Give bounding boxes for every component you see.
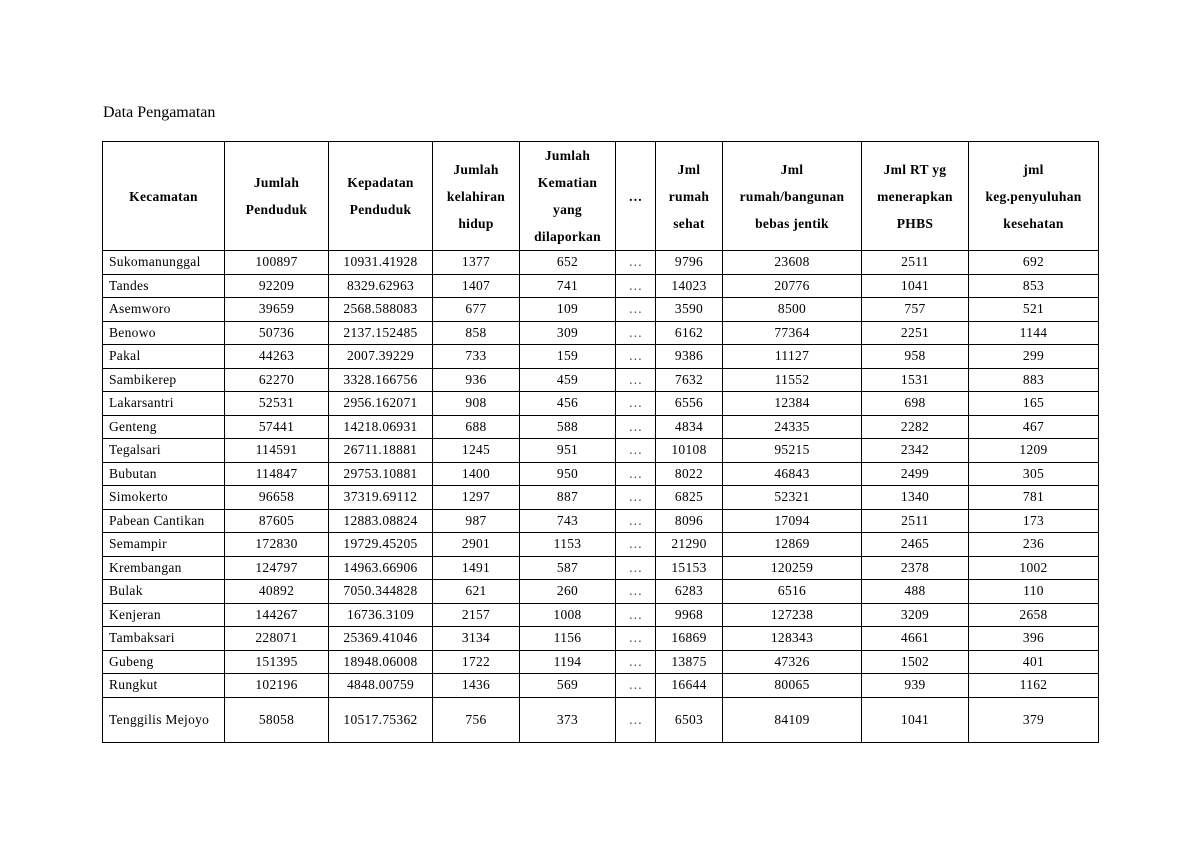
kecamatan-cell: Genteng	[103, 415, 225, 439]
kecamatan-cell: Simokerto	[103, 486, 225, 510]
ellipsis-cell: …	[616, 392, 656, 416]
kecamatan-cell: Bubutan	[103, 462, 225, 486]
value-cell: 10931.41928	[329, 251, 433, 275]
value-cell: 58058	[225, 697, 329, 742]
ellipsis-cell: …	[616, 533, 656, 557]
value-cell: 25369.41046	[329, 627, 433, 651]
ellipsis-cell: …	[616, 368, 656, 392]
kecamatan-cell: Pabean Cantikan	[103, 509, 225, 533]
table-row	[103, 674, 1099, 698]
value-cell: 2901	[433, 533, 520, 557]
column-header-line: rumah/bangunan	[739, 188, 845, 204]
value-cell: 1400	[433, 462, 520, 486]
value-cell: 57441	[225, 415, 329, 439]
value-cell: 373	[520, 697, 616, 742]
column-header-jml-rt-phbs	[862, 142, 969, 251]
column-header-line: rumah	[668, 188, 710, 204]
column-header-jml-rumah-sehat	[656, 142, 723, 251]
value-cell: 8500	[723, 298, 862, 322]
value-cell: 52531	[225, 392, 329, 416]
column-header-jumlah-penduduk	[225, 142, 329, 251]
table-row	[103, 580, 1099, 604]
value-cell: 4834	[656, 415, 723, 439]
value-cell: 757	[862, 298, 969, 322]
value-cell: 144267	[225, 603, 329, 627]
value-cell: 401	[969, 650, 1099, 674]
ellipsis-cell: …	[616, 321, 656, 345]
value-cell: 1340	[862, 486, 969, 510]
value-cell: 3209	[862, 603, 969, 627]
kecamatan-cell: Tegalsari	[103, 439, 225, 463]
value-cell: 908	[433, 392, 520, 416]
value-cell: 936	[433, 368, 520, 392]
value-cell: 12384	[723, 392, 862, 416]
value-cell: 102196	[225, 674, 329, 698]
value-cell: 756	[433, 697, 520, 742]
column-header-line: PHBS	[896, 215, 934, 231]
value-cell: 1377	[433, 251, 520, 275]
value-cell: 17094	[723, 509, 862, 533]
column-header-line: …	[628, 188, 643, 204]
column-header-jml-keg-penyuluhan	[969, 142, 1099, 251]
value-cell: 2251	[862, 321, 969, 345]
kecamatan-cell: Pakal	[103, 345, 225, 369]
column-header-line: Kematian	[537, 175, 598, 190]
value-cell: 14023	[656, 274, 723, 298]
kecamatan-cell: Lakarsantri	[103, 392, 225, 416]
table-row	[103, 486, 1099, 510]
value-cell: 621	[433, 580, 520, 604]
column-header-kepadatan-penduduk	[329, 142, 433, 251]
column-header-line: Jml	[677, 161, 701, 177]
value-cell: 2137.152485	[329, 321, 433, 345]
value-cell: 587	[520, 556, 616, 580]
value-cell: 6825	[656, 486, 723, 510]
ellipsis-cell: …	[616, 439, 656, 463]
column-header-line: Jumlah	[453, 161, 499, 177]
value-cell: 11127	[723, 345, 862, 369]
value-cell: 2956.162071	[329, 392, 433, 416]
value-cell: 652	[520, 251, 616, 275]
value-cell: 127238	[723, 603, 862, 627]
column-header-line: hidup	[458, 215, 494, 231]
value-cell: 236	[969, 533, 1099, 557]
kecamatan-cell: Sambikerep	[103, 368, 225, 392]
table-body	[103, 251, 1099, 743]
value-cell: 110	[969, 580, 1099, 604]
value-cell: 853	[969, 274, 1099, 298]
value-cell: 781	[969, 486, 1099, 510]
value-cell: 1002	[969, 556, 1099, 580]
value-cell: 2658	[969, 603, 1099, 627]
value-cell: 13875	[656, 650, 723, 674]
value-cell: 87605	[225, 509, 329, 533]
value-cell: 29753.10881	[329, 462, 433, 486]
kecamatan-cell: Rungkut	[103, 674, 225, 698]
value-cell: 44263	[225, 345, 329, 369]
value-cell: 987	[433, 509, 520, 533]
kecamatan-cell: Tandes	[103, 274, 225, 298]
observation-data-table	[102, 141, 1099, 743]
column-header-line: yang	[553, 202, 582, 217]
value-cell: 3590	[656, 298, 723, 322]
value-cell: 109	[520, 298, 616, 322]
value-cell: 521	[969, 298, 1099, 322]
value-cell: 96658	[225, 486, 329, 510]
value-cell: 18948.06008	[329, 650, 433, 674]
value-cell: 1156	[520, 627, 616, 651]
value-cell: 951	[520, 439, 616, 463]
value-cell: 1008	[520, 603, 616, 627]
value-cell: 40892	[225, 580, 329, 604]
value-cell: 9968	[656, 603, 723, 627]
ellipsis-cell: …	[616, 486, 656, 510]
column-header-line: Penduduk	[349, 202, 412, 217]
value-cell: 688	[433, 415, 520, 439]
value-cell: 2007.39229	[329, 345, 433, 369]
ellipsis-cell: …	[616, 462, 656, 486]
table-row	[103, 345, 1099, 369]
table-row	[103, 439, 1099, 463]
column-header-line: kesehatan	[1003, 215, 1064, 231]
table-row	[103, 603, 1099, 627]
kecamatan-cell: Krembangan	[103, 556, 225, 580]
value-cell: 8329.62963	[329, 274, 433, 298]
value-cell: 12883.08824	[329, 509, 433, 533]
value-cell: 733	[433, 345, 520, 369]
value-cell: 3134	[433, 627, 520, 651]
value-cell: 379	[969, 697, 1099, 742]
value-cell: 173	[969, 509, 1099, 533]
value-cell: 2465	[862, 533, 969, 557]
value-cell: 677	[433, 298, 520, 322]
column-header-line: dilaporkan	[534, 229, 601, 244]
value-cell: 20776	[723, 274, 862, 298]
table-row	[103, 321, 1099, 345]
value-cell: 37319.69112	[329, 486, 433, 510]
value-cell: 1491	[433, 556, 520, 580]
document-title: Data Pengamatan	[103, 104, 216, 121]
kecamatan-cell: Gubeng	[103, 650, 225, 674]
column-header-line: Jml	[780, 161, 804, 177]
value-cell: 2342	[862, 439, 969, 463]
value-cell: 1209	[969, 439, 1099, 463]
value-cell: 9796	[656, 251, 723, 275]
value-cell: 1144	[969, 321, 1099, 345]
column-header-line: Jumlah	[544, 148, 591, 163]
value-cell: 11552	[723, 368, 862, 392]
value-cell: 2157	[433, 603, 520, 627]
value-cell: 2511	[862, 251, 969, 275]
value-cell: 309	[520, 321, 616, 345]
value-cell: 1722	[433, 650, 520, 674]
kecamatan-cell: Benowo	[103, 321, 225, 345]
table-row	[103, 392, 1099, 416]
value-cell: 120259	[723, 556, 862, 580]
value-cell: 883	[969, 368, 1099, 392]
value-cell: 1297	[433, 486, 520, 510]
kecamatan-cell: Sukomanunggal	[103, 251, 225, 275]
value-cell: 7050.344828	[329, 580, 433, 604]
column-header-line: bebas jentik	[755, 215, 829, 231]
value-cell: 743	[520, 509, 616, 533]
table-row	[103, 368, 1099, 392]
value-cell: 14218.06931	[329, 415, 433, 439]
table-row	[103, 533, 1099, 557]
value-cell: 6162	[656, 321, 723, 345]
kecamatan-cell: Asemworo	[103, 298, 225, 322]
ellipsis-cell: …	[616, 674, 656, 698]
column-header-line: Kepadatan	[347, 175, 414, 190]
value-cell: 21290	[656, 533, 723, 557]
value-cell: 24335	[723, 415, 862, 439]
value-cell: 128343	[723, 627, 862, 651]
value-cell: 1502	[862, 650, 969, 674]
table-row	[103, 697, 1099, 742]
value-cell: 16736.3109	[329, 603, 433, 627]
value-cell: 950	[520, 462, 616, 486]
value-cell: 1041	[862, 697, 969, 742]
column-header-jml-rumah-bebas-jentik	[723, 142, 862, 251]
value-cell: 52321	[723, 486, 862, 510]
value-cell: 80065	[723, 674, 862, 698]
ellipsis-cell: …	[616, 603, 656, 627]
value-cell: 1407	[433, 274, 520, 298]
value-cell: 95215	[723, 439, 862, 463]
value-cell: 305	[969, 462, 1099, 486]
value-cell: 887	[520, 486, 616, 510]
column-header-line: kelahiran	[446, 188, 506, 204]
column-header-line: Jml RT yg	[883, 161, 947, 177]
value-cell: 6516	[723, 580, 862, 604]
ellipsis-cell: …	[616, 274, 656, 298]
value-cell: 9386	[656, 345, 723, 369]
column-header-line: Kecamatan	[129, 188, 198, 204]
value-cell: 6503	[656, 697, 723, 742]
value-cell: 77364	[723, 321, 862, 345]
table-row	[103, 509, 1099, 533]
value-cell: 2378	[862, 556, 969, 580]
column-header-kecamatan	[103, 142, 225, 251]
value-cell: 1436	[433, 674, 520, 698]
column-header-line: menerapkan	[877, 188, 953, 204]
value-cell: 84109	[723, 697, 862, 742]
ellipsis-cell: …	[616, 697, 656, 742]
value-cell: 939	[862, 674, 969, 698]
value-cell: 46843	[723, 462, 862, 486]
value-cell: 172830	[225, 533, 329, 557]
value-cell: 858	[433, 321, 520, 345]
value-cell: 16869	[656, 627, 723, 651]
table-row	[103, 251, 1099, 275]
value-cell: 299	[969, 345, 1099, 369]
column-header-line: Penduduk	[245, 202, 308, 217]
value-cell: 488	[862, 580, 969, 604]
column-header-ellipsis	[616, 142, 656, 251]
value-cell: 6556	[656, 392, 723, 416]
kecamatan-cell: Tenggilis Mejoyo	[103, 697, 225, 742]
value-cell: 459	[520, 368, 616, 392]
value-cell: 165	[969, 392, 1099, 416]
value-cell: 10517.75362	[329, 697, 433, 742]
value-cell: 2568.588083	[329, 298, 433, 322]
value-cell: 569	[520, 674, 616, 698]
column-header-line: Jumlah	[253, 175, 300, 190]
column-header-line: jml	[1023, 161, 1044, 177]
ellipsis-cell: …	[616, 345, 656, 369]
value-cell: 26711.18881	[329, 439, 433, 463]
value-cell: 692	[969, 251, 1099, 275]
table-row	[103, 462, 1099, 486]
value-cell: 114591	[225, 439, 329, 463]
value-cell: 588	[520, 415, 616, 439]
value-cell: 124797	[225, 556, 329, 580]
column-header-line: keg.penyuluhan	[985, 188, 1082, 204]
value-cell: 23608	[723, 251, 862, 275]
value-cell: 1245	[433, 439, 520, 463]
value-cell: 151395	[225, 650, 329, 674]
value-cell: 14963.66906	[329, 556, 433, 580]
table-row	[103, 556, 1099, 580]
value-cell: 1153	[520, 533, 616, 557]
column-header-line: sehat	[673, 215, 705, 231]
value-cell: 114847	[225, 462, 329, 486]
ellipsis-cell: …	[616, 556, 656, 580]
table-row	[103, 650, 1099, 674]
value-cell: 16644	[656, 674, 723, 698]
value-cell: 2511	[862, 509, 969, 533]
value-cell: 1041	[862, 274, 969, 298]
value-cell: 15153	[656, 556, 723, 580]
value-cell: 62270	[225, 368, 329, 392]
value-cell: 50736	[225, 321, 329, 345]
value-cell: 10108	[656, 439, 723, 463]
value-cell: 1531	[862, 368, 969, 392]
table-row	[103, 627, 1099, 651]
table-header-row	[103, 142, 1099, 251]
value-cell: 3328.166756	[329, 368, 433, 392]
value-cell: 12869	[723, 533, 862, 557]
kecamatan-cell: Semampir	[103, 533, 225, 557]
table-row	[103, 415, 1099, 439]
value-cell: 39659	[225, 298, 329, 322]
value-cell: 1194	[520, 650, 616, 674]
value-cell: 1162	[969, 674, 1099, 698]
ellipsis-cell: …	[616, 580, 656, 604]
ellipsis-cell: …	[616, 650, 656, 674]
ellipsis-cell: …	[616, 627, 656, 651]
value-cell: 456	[520, 392, 616, 416]
column-header-jumlah-kematian	[520, 142, 616, 251]
value-cell: 4848.00759	[329, 674, 433, 698]
value-cell: 2282	[862, 415, 969, 439]
table-row	[103, 274, 1099, 298]
value-cell: 467	[969, 415, 1099, 439]
value-cell: 396	[969, 627, 1099, 651]
value-cell: 159	[520, 345, 616, 369]
value-cell: 8096	[656, 509, 723, 533]
value-cell: 19729.45205	[329, 533, 433, 557]
value-cell: 741	[520, 274, 616, 298]
value-cell: 958	[862, 345, 969, 369]
value-cell: 92209	[225, 274, 329, 298]
kecamatan-cell: Tambaksari	[103, 627, 225, 651]
value-cell: 8022	[656, 462, 723, 486]
kecamatan-cell: Kenjeran	[103, 603, 225, 627]
value-cell: 4661	[862, 627, 969, 651]
column-header-jumlah-kelahiran-hidup	[433, 142, 520, 251]
value-cell: 260	[520, 580, 616, 604]
ellipsis-cell: …	[616, 298, 656, 322]
value-cell: 100897	[225, 251, 329, 275]
value-cell: 698	[862, 392, 969, 416]
value-cell: 6283	[656, 580, 723, 604]
kecamatan-cell: Bulak	[103, 580, 225, 604]
table-row	[103, 298, 1099, 322]
value-cell: 228071	[225, 627, 329, 651]
ellipsis-cell: …	[616, 509, 656, 533]
value-cell: 7632	[656, 368, 723, 392]
ellipsis-cell: …	[616, 415, 656, 439]
value-cell: 47326	[723, 650, 862, 674]
value-cell: 2499	[862, 462, 969, 486]
ellipsis-cell: …	[616, 251, 656, 275]
